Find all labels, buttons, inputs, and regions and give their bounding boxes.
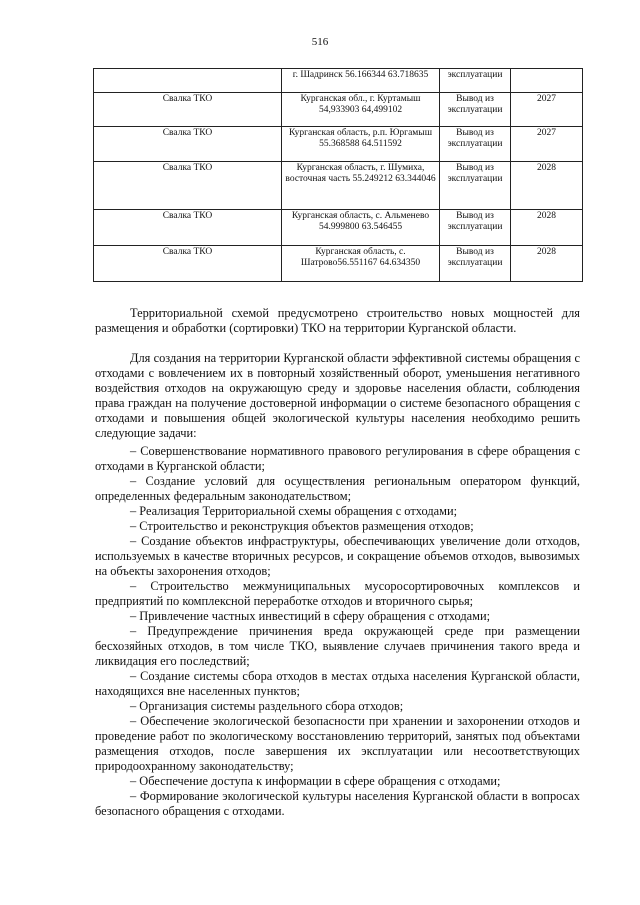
task-item: – Обеспечение доступа к информации в сфере обращения с отходами;	[130, 774, 501, 788]
document-body	[95, 306, 580, 819]
action-cell: эксплуатации	[440, 69, 511, 93]
action-cell: Вывод из эксплуатации	[440, 93, 511, 127]
task-item: – Создание условий для осуществления региональным оператором функций, определенных федеральным законодательством;	[95, 474, 580, 503]
task-item: – Реализация Территориальной схемы обращения с отходами;	[130, 504, 458, 518]
facility-name-cell	[94, 69, 282, 93]
facility-name-cell: Свалка ТКО	[94, 246, 282, 282]
year-cell: 2028	[511, 246, 583, 282]
location-cell: Курганская обл., г. Куртамыш 54,933903 64,499102	[282, 93, 440, 127]
task-item: – Привлечение частных инвестиций в сферу обращения с отходами;	[130, 609, 491, 623]
paragraph-tasks-intro: Для создания на территории Курганской области эффективной системы обращения с отходами с вовлечением их в повторный хозяйственный оборот, уменьшения негативного воздействия отходов на окружающую среду и здоровье населения области, соблюдения права граждан на получение достоверной информации о системе безопасного обращения с отходами и повышения общей экологической культуры населения необходимо решить следующие задачи:	[95, 351, 580, 440]
year-cell: 2028	[511, 210, 583, 246]
table-row	[94, 210, 583, 246]
year-cell: 2028	[511, 162, 583, 210]
facility-name-cell: Свалка ТКО	[94, 127, 282, 162]
table-row	[94, 127, 583, 162]
facility-name-cell: Свалка ТКО	[94, 93, 282, 127]
task-item: – Предупреждение причинения вреда окружающей среде при размещении бесхозяйных отходов, в том числе ТКО, выявление случаев причинения такого вреда и ликвидация его последствий;	[95, 624, 580, 668]
table-row	[94, 246, 583, 282]
facility-name-cell: Свалка ТКО	[94, 162, 282, 210]
year-cell	[511, 69, 583, 93]
action-cell: Вывод из эксплуатации	[440, 127, 511, 162]
task-item: – Создание системы сбора отходов в местах отдыха населения Курганской области, находящихся вне населенных пунктов;	[95, 669, 580, 698]
facility-name-cell: Свалка ТКО	[94, 210, 282, 246]
year-cell: 2027	[511, 127, 583, 162]
task-item: – Организация системы раздельного сбора отходов;	[130, 699, 404, 713]
task-item: – Строительство межмуниципальных мусоросортировочных комплексов и предприятий по комплексной переработке отходов и вторичного сырья;	[95, 579, 580, 608]
location-cell: Курганская область, с. Шатрово56.551167 64.634350	[282, 246, 440, 282]
task-item: – Создание объектов инфраструктуры, обеспечивающих увеличение доли отходов, используемых в качестве вторичных ресурсов, и сокращение объемов отходов, вывозимых на объекты захоронения отходов;	[95, 534, 580, 578]
action-cell: Вывод из эксплуатации	[440, 162, 511, 210]
table-row	[94, 69, 583, 93]
year-cell: 2027	[511, 93, 583, 127]
table-row	[94, 162, 583, 210]
table-row	[94, 93, 583, 127]
location-cell: г. Шадринск 56.166344 63.718635	[282, 69, 440, 93]
location-cell: Курганская область, г. Шумиха, восточная часть 55.249212 63.344046	[282, 162, 440, 210]
task-item: – Обеспечение экологической безопасности при хранении и захоронении отходов и проведение работ по экологическому восстановлению территорий, занятых под объектами размещения отходов, после завершения их эксплуатации или несоответствующих природоохранному законодательству;	[95, 714, 580, 773]
location-cell: Курганская область, р.п. Юргамыш 55.368588 64.511592	[282, 127, 440, 162]
task-item: – Строительство и реконструкция объектов размещения отходов;	[130, 519, 474, 533]
paragraph-territorial-scheme: Территориальной схемой предусмотрено строительство новых мощностей для размещения и обработки (сортировки) ТКО на территории Курганской области.	[95, 306, 580, 335]
action-cell: Вывод из эксплуатации	[440, 246, 511, 282]
action-cell: Вывод из эксплуатации	[440, 210, 511, 246]
landfill-table	[93, 68, 583, 282]
page-number: 516	[311, 36, 329, 48]
location-cell: Курганская область, с. Альменево 54.999800 63.546455	[282, 210, 440, 246]
task-item: – Совершенствование нормативного правового регулирования в сфере обращения с отходами в Курганской области;	[95, 444, 580, 473]
task-item: – Формирование экологической культуры населения Курганской области в вопросах безопасного обращения с отходами.	[95, 789, 580, 818]
